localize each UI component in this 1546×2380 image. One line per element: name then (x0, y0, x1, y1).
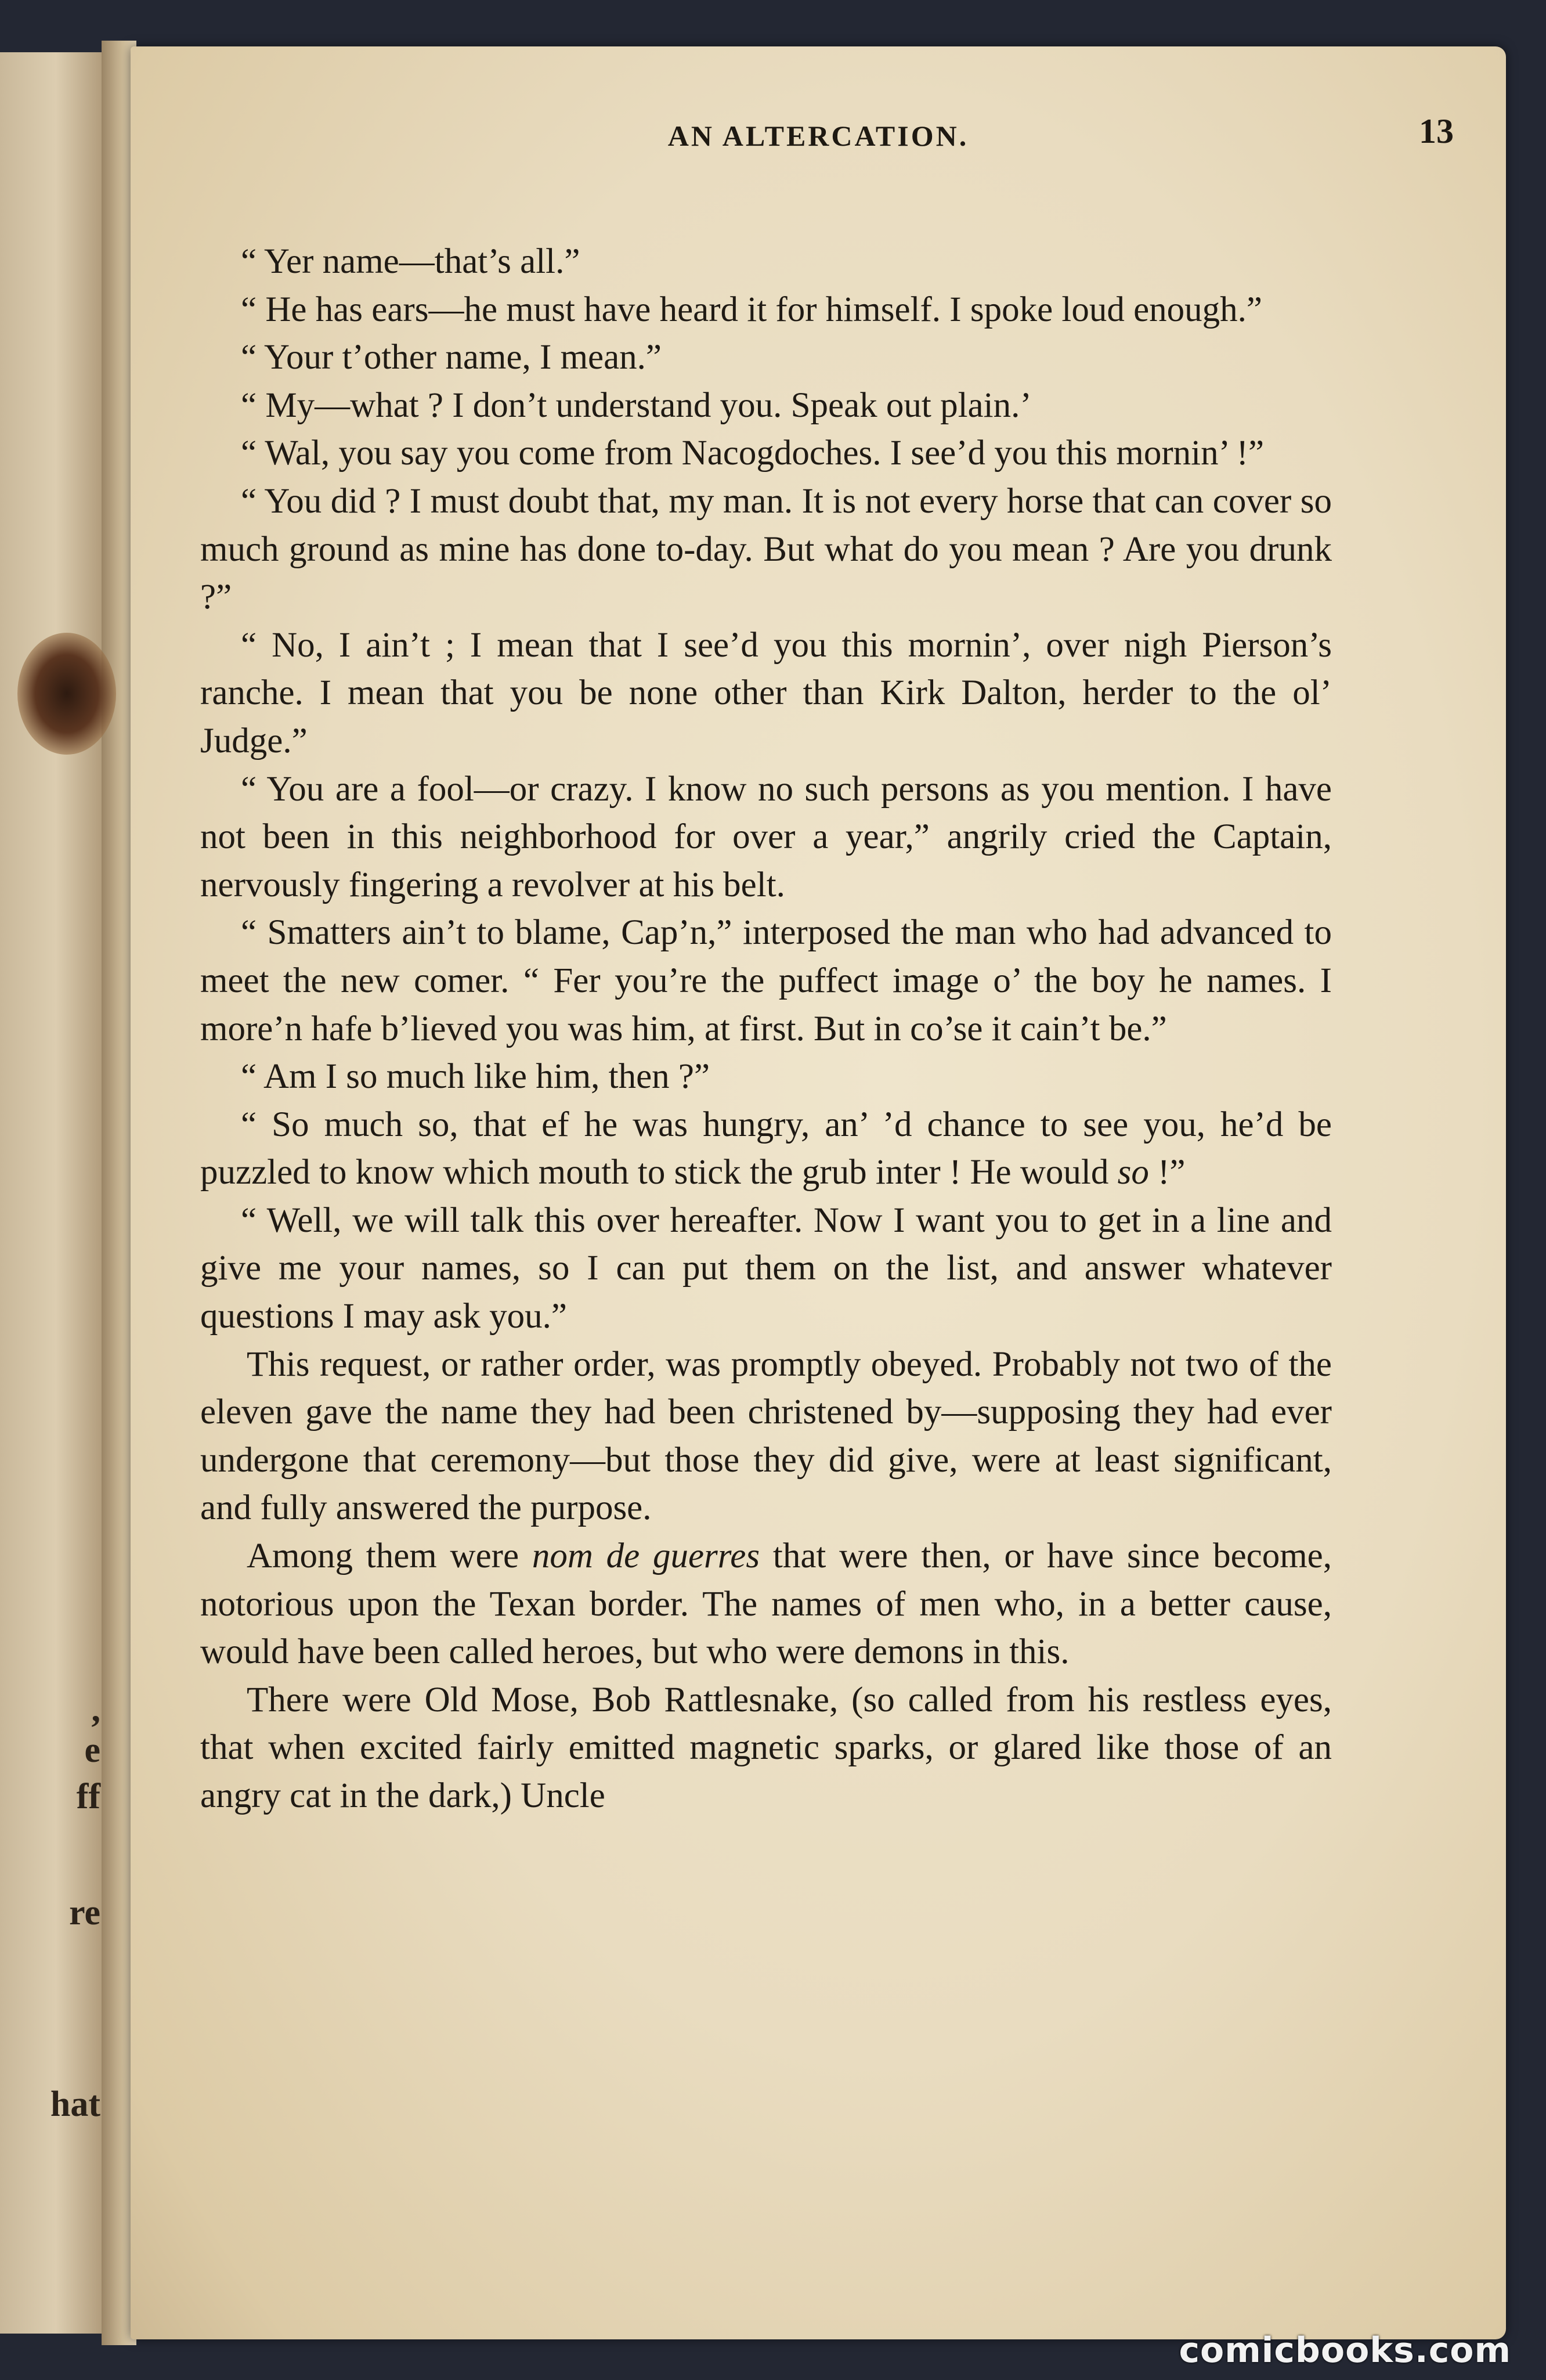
watermark: comicbooks.com (1179, 2330, 1511, 2371)
paragraph: “ Your t’other name, I mean.” (241, 338, 662, 377)
paragraph (200, 1101, 1332, 1197)
paragraph: “ My—what ? I don’t understand you. Speak out plain.’ (241, 385, 1032, 425)
page-number: 13 (1419, 112, 1454, 150)
left-page-fragment: e (84, 1730, 100, 1770)
paragraph-text: “ So much so, that ef he was hungry, an’ ’d chance to see you, he’d be puzzled to know which mouth to stick the grub inter ! He would (200, 1105, 1332, 1192)
paragraph: “ You are a fool—or crazy. I know no such persons as you mention. I have not been in this neighborhood for over a year,” angrily cried the Captain, nervously fingering a revolver at his belt. (200, 769, 1332, 904)
paragraph (200, 1532, 1332, 1676)
paragraph: “ You did ? I must doubt that, my man. It is not every horse that can cover so much ground as mine has done to-day. But what do you mean ? Are you drunk ?” (200, 481, 1332, 617)
paragraph: “ Wal, you say you come from Nacogdoches. I see’d you this mornin’ !” (241, 434, 1265, 473)
paragraph: “ Yer name—that’s all.” (241, 242, 580, 281)
paragraph-text: Among them were (247, 1537, 532, 1576)
paragraph-text: !” (1148, 1153, 1186, 1192)
paragraph: There were Old Mose, Bob Rattlesnake, (so called from his restless eyes, that when excited fairly emitted magnetic sparks, or glared like those of an angry cat in the dark,) Uncle (200, 1680, 1332, 1815)
emphasis: so (1117, 1153, 1149, 1192)
paragraph: “ Smatters ain’t to blame, Cap’n,” interposed the man who had advanced to meet the new comer. “ Fer you’re the puffect image o’ the boy he names. I more’n hafe b’lieved you was him, at first. But in co’se it cain’t be.” (200, 913, 1332, 1048)
left-page-fragment: re (69, 1893, 100, 1932)
paragraph-text: that were then, or have since become, notorious upon the Texan border. The names of men who, in a better cause, would have been called heroes, but who were demons in this. (200, 1537, 1332, 1672)
left-page-fragment: , (91, 1690, 100, 1729)
paragraph: This request, or rather order, was promptly obeyed. Probably not two of the eleven gave the name they had been christened by—supposing they had ever undergone that ceremony—but those they did give, were at least significant, and fully answered the purpose. (200, 1344, 1332, 1528)
paragraph: “ Well, we will talk this over hereafter. Now I want you to get in a line and give me your names, so I can put them on the list, and answer whatever questions I may ask you.” (200, 1200, 1332, 1336)
left-page-fragment: hat (50, 2085, 100, 2124)
book-spread (0, 41, 1509, 2345)
left-page-fragment: ff (76, 1777, 100, 1816)
paragraph: “ Am I so much like him, then ?” (241, 1057, 710, 1097)
paragraph: “ He has ears—he must have heard it for himself. I spoke loud enough.” (241, 290, 1263, 329)
book-page (131, 46, 1506, 2339)
worn-binding-hole (17, 633, 116, 755)
body-text (200, 238, 1332, 1820)
left-page-edge (0, 52, 105, 2334)
paragraph: “ No, I ain’t ; I mean that I see’d you this mornin’, over nigh Pierson’s ranche. I mean that you be none other than Kirk Dalton, herder to the ol’ Judge.” (200, 625, 1332, 760)
running-head: AN ALTERCATION. (667, 120, 969, 152)
emphasis: nom de guerres (532, 1537, 760, 1576)
